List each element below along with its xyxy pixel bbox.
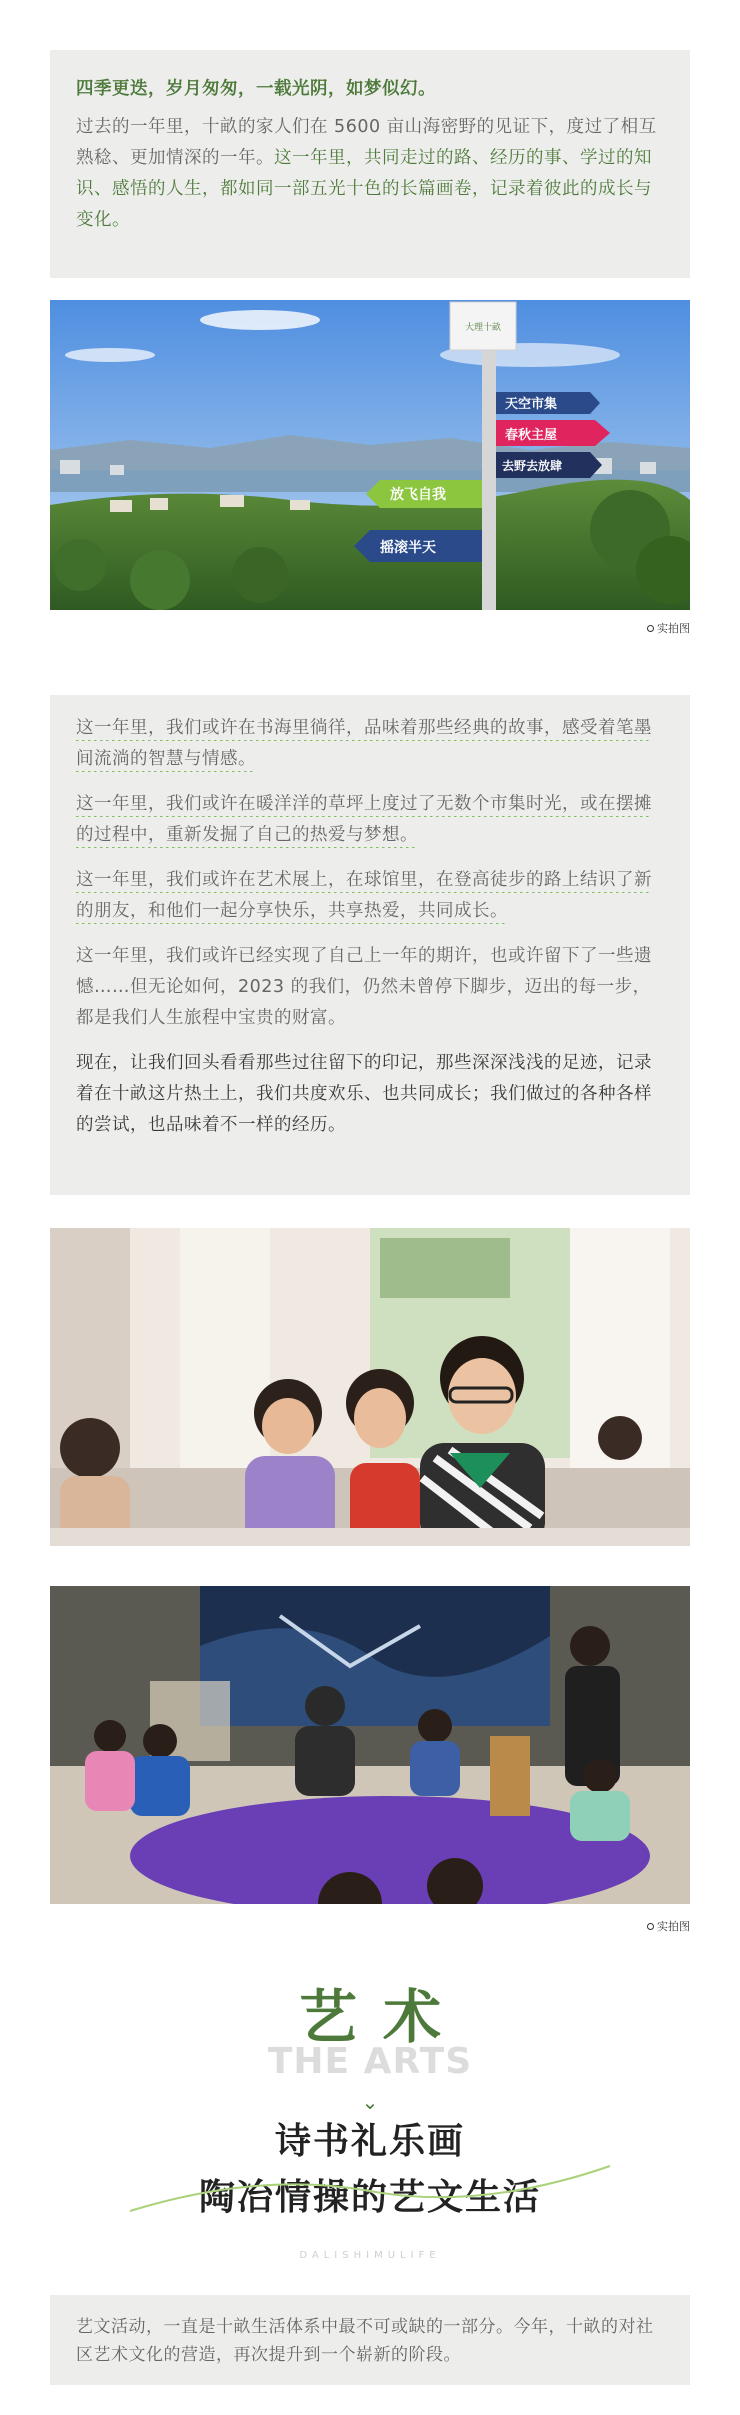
storytelling-illustration: [50, 1586, 690, 1904]
arts-intro-text: 艺文活动，一直是十畝生活体系中最不可或缺的一部分。今年，十畝的对社区艺术文化的营造，再次提升到一个崭新的阶段。: [76, 2317, 654, 2365]
photo-caption: 实拍图: [647, 1918, 690, 1934]
children-illustration: [50, 1228, 690, 1546]
sign-label: 摇滚半天: [380, 540, 436, 556]
caption-dot-icon: [647, 625, 654, 632]
landscape-signpost-photo: [50, 300, 690, 610]
arts-headline: [0, 2116, 740, 2224]
swoosh-decoration: [120, 2161, 620, 2221]
year-paragraph-closing: 现在，让我们回头看看那些过往留下的印记，那些深深浅浅的足迹，记录着在十畝这片热土上，我们共度欢乐、也共同成长；我们做过的各种各样的尝试，也品味着不一样的经历。: [76, 1053, 652, 1135]
sign-label: 放飞自我: [390, 487, 446, 503]
arts-headline-2: 陶冶情操的艺文生活: [198, 2177, 541, 2218]
intro-headline: 四季更迭，岁月匆匆，一载光阴，如梦似幻。: [76, 79, 436, 99]
intro-card: [50, 50, 690, 278]
sign-label: 春秋主屋: [505, 428, 558, 443]
intro-text-b: 这一年里，共同走过的路、经历的事、学过的知识、感悟的人生，都如同一部五光十色的长篇画卷，记录着彼此的成长与变化。: [76, 148, 652, 230]
year-paragraph: 这一年里，我们或许已经实现了自己上一年的期许，也或许留下了一些遗憾……但无论如何，2023 的我们，仍然未曾停下脚步，迈出的每一步，都是我们人生旅程中宝贵的财富。: [76, 946, 652, 1028]
arts-title-cn: 艺术: [298, 1983, 467, 2051]
arts-intro-card: [50, 2295, 690, 2385]
arts-section-title: [0, 1982, 740, 2261]
photo-caption: 实拍图: [647, 620, 690, 636]
year-paragraph: 这一年里，我们或许在书海里徜徉，品味着那些经典的故事，感受着笔墨间流淌的智慧与情感。: [76, 713, 664, 775]
caption-dot-icon: [647, 1923, 654, 1930]
signpost-pole: [482, 345, 496, 610]
children-reading-photo: [50, 1228, 690, 1546]
year-review-card: [50, 695, 690, 1195]
intro-paragraph: [76, 112, 664, 236]
sign-label: 去野去放肆: [502, 459, 563, 473]
brand-watermark: DALISHIMULIFE: [299, 2250, 441, 2261]
year-paragraph: 这一年里，我们或许在艺术展上，在球馆里，在登高徒步的路上结识了新的朋友，和他们一起分享快乐，共享热爱，共同成长。: [76, 865, 664, 927]
intro-text-a: 过去的一年里，十畝的家人们在 5600 亩山海密野的见证下，度过了相互熟稔、更加情深的一年。: [76, 117, 657, 168]
sign-label: 天空市集: [505, 397, 558, 412]
storytelling-session-photo: [50, 1586, 690, 1904]
sign-top-label: 大理十畝: [464, 323, 502, 333]
year-paragraph: 这一年里，我们或许在暖洋洋的草坪上度过了无数个市集时光，或在摆摊的过程中，重新发掘了自己的热爱与梦想。: [76, 789, 664, 851]
arts-headline-1: 诗书礼乐画: [274, 2121, 465, 2162]
landscape-illustration: [50, 300, 690, 610]
chevron-down-icon: ⌄: [361, 2090, 379, 2114]
arts-title-en: THE ARTS: [267, 2041, 473, 2082]
